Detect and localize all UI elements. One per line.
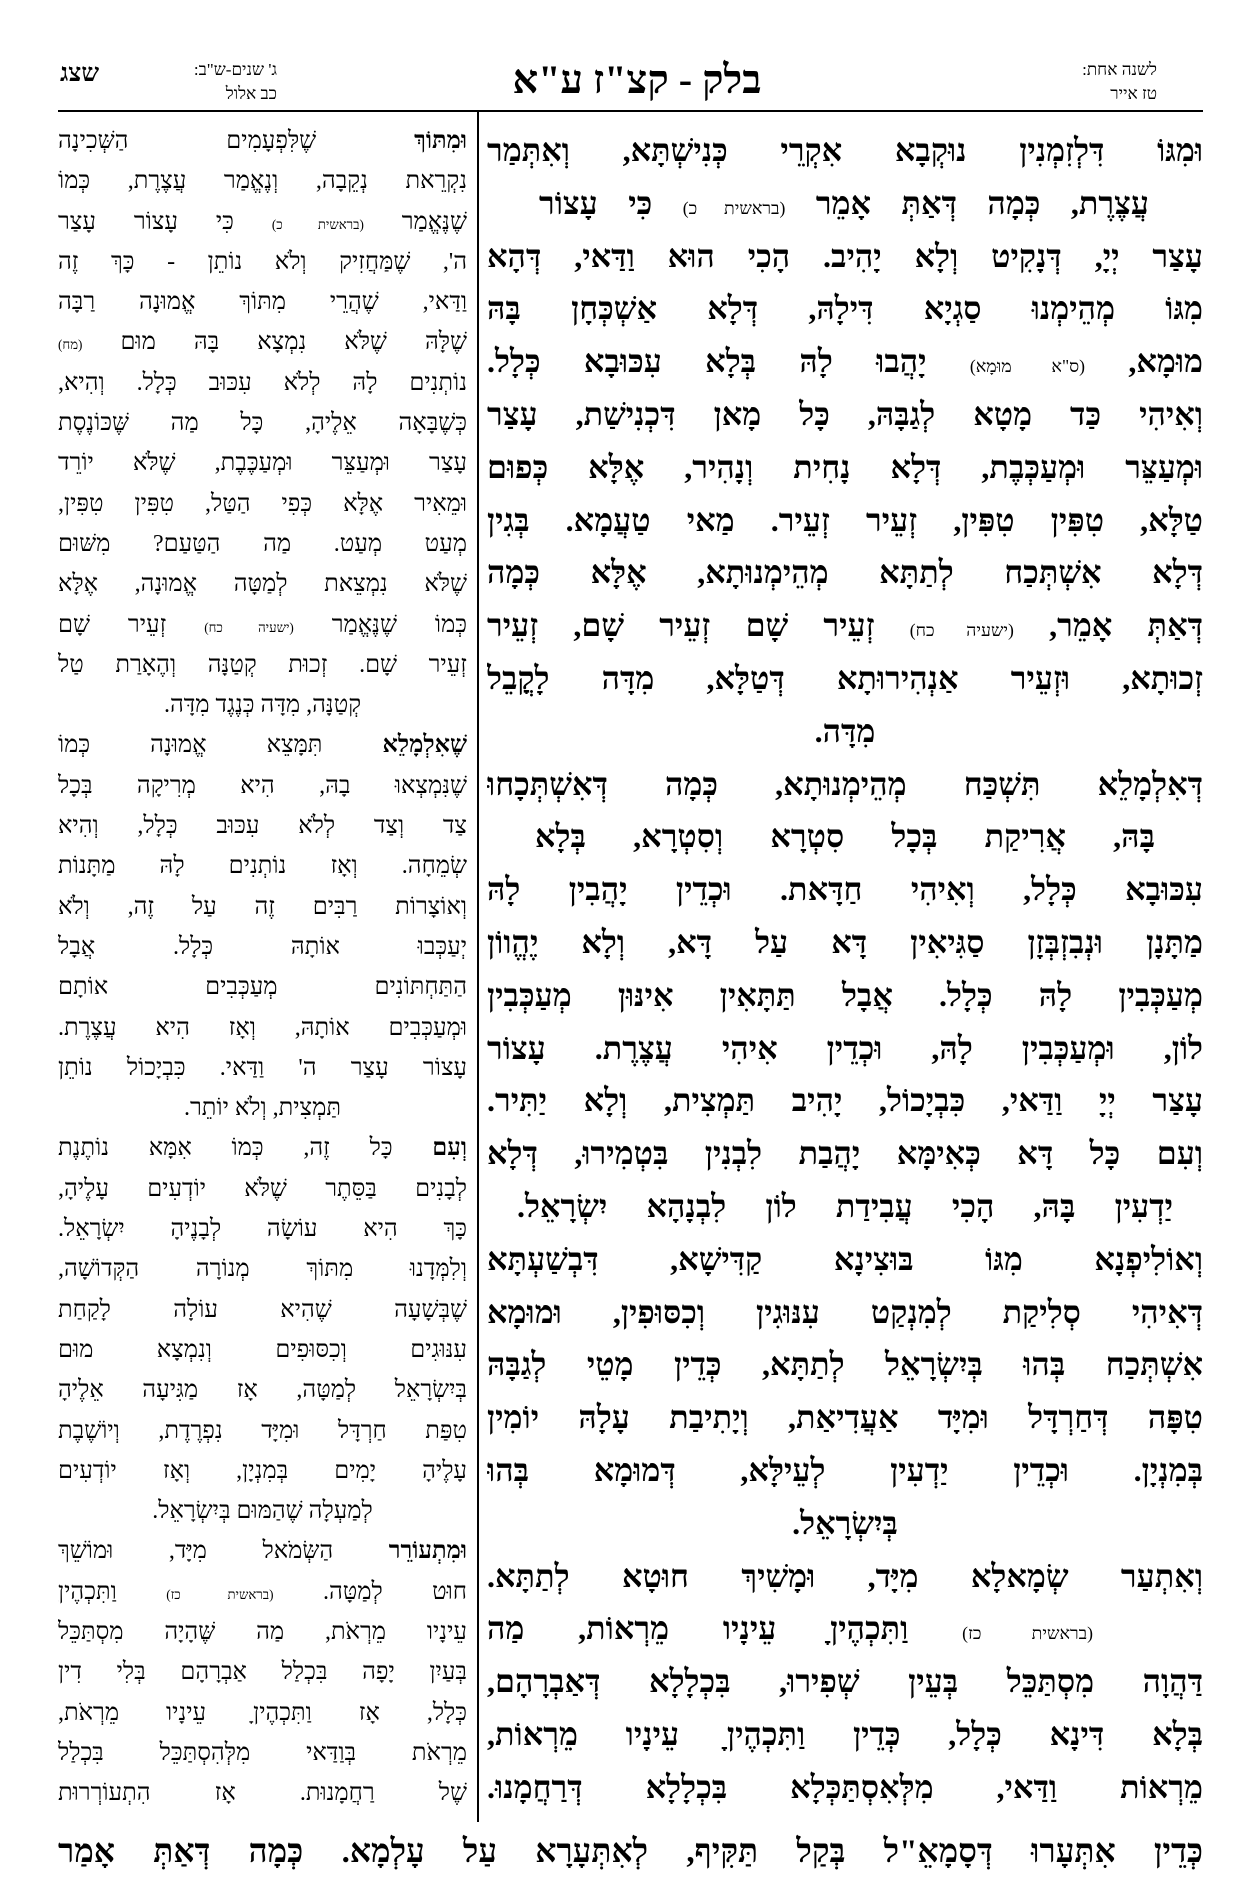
translation-line: ה', שֶׁמַּחֲזִיק וְלֹא נוֹתֵן - כָּךְ זֶה [58,248,467,275]
source-reference: (ס"א מוּמָא) [969,356,1085,377]
zohar-text-line: מוּמָא, (ס"א מוּמָא) יָהֲבוּ לָהּ בְּלָא עִכּוּבָא כְּלָל. [487,343,1203,380]
zohar-text-column [487,124,1203,1814]
translation-line: שֶׁאִלְמָלֵא תִּמָּצֵא אֱמוּנָה כְּמוֹ [58,732,467,759]
translation-line: כָּךְ הִיא עוֹשָׂה לְבָנֶיהָ יִשְׂרָאֵל. [58,1216,467,1243]
zohar-text-line: טַלָּא, טִפִּין טִפִּין, זְעֵיר זְעֵיר. מַאי טַעֲמָא. בְּגִין [487,501,1203,538]
zohar-text-line: מֵרְאוֹת וַדַּאי, מִלְּאִסְתַּכְּלָא בִּכְלָלָא דְּרַחֲמָנוּ. [487,1768,1203,1805]
translation-line: תַּמְצִית, וְלֹא יוֹתֵר. [184,1095,341,1122]
source-reference: (מח) [58,337,83,353]
translation-line: מֵרְאֹת בְּוַדַּאי מִלְּהִסְתַּכֵּל בִּכְלַל [58,1739,467,1766]
three-year-cycle-date: כב אלול [225,84,277,103]
translation-line: מְעַט מְעַט. מַה הַטַּעַם? מִשּׁוּם [58,530,467,557]
source-reference: (ישעיה כח) [909,620,1014,641]
translation-line: לְבָנִים בַּסֵּתֶר שֶׁלֹּא יוֹדְעִים עָלֶיהָ, [58,1175,467,1202]
zohar-text-line: טִפָּה דְּחַרְדָּל וּמִיָּד אַעֲדִיאַת, וְיָתִיבַת עָלָהּ יוֹמִין [487,1399,1203,1436]
zohar-text-line: בְּמִנְיָן. וּכְדֵין יַדְעִין לְעֵילָּא, דְּמוּמָא בְּהוּ [487,1451,1203,1488]
zohar-text-line: (בראשית כז) וַתִּכְהֶיןָ עֵינָיו מֵרְאוֹת, מַה [487,1610,1093,1647]
translation-line: עָצוֹר עָצַר ה' וַדַּאי. כִּבְיָכוֹל נוֹתֵן [58,1054,467,1081]
page-number: שצג [60,60,100,87]
zohar-text-line: מְעַכְּבִין לָהּ כְּלָל. אֲבָל תַּתָּאִין אִינּוּן מְעַכְּבִין [487,976,1203,1013]
translation-line: שְׂמֵחָה. וְאָז נוֹתְנִים לָהּ מַתָּנוֹת [58,853,467,880]
translation-line: צַד וְצַד לְלֹא עִכּוּב כְּלָל, וְהִיא [58,813,467,840]
translation-line: בְּעַיִן יָפָה בִּכְלַל אַבְרָהָם בְּלִי דִין [58,1659,467,1686]
translation-line: וַדַּאי, שֶׁהֲרֵי מִתּוֹךְ אֱמוּנָה רַבָּה [58,289,467,316]
page-title: בלק - קצ"ז ע"א [512,57,762,102]
translation-line: שֶׁלָּהּ שֶׁלֹּא נִמְצָא בָּהּ מוּם (מח) [58,329,467,356]
zohar-text-line: עֲצֶרֶת, כְּמָה דְּאַתְּ אָמֵר (בראשית כ) כִּי עָצוֹר [539,184,1149,221]
zohar-text-line: מִגּוֹ מְהֵימְנוּ סַגְיָא דִּילָהּ, דְּלָא אַשְׁכְּחָן בָּהּ [487,290,1203,327]
source-reference: (ישעיה כח) [204,619,294,635]
zohar-text-line: וְאִתְעַר שְׂמָאלָא מִיָּד, וּמָשִׁיךְ חוּטָא לְתַתָּא. [487,1557,1203,1594]
source-reference: (בראשית כ) [271,216,364,232]
header-rule [58,110,1203,112]
zohar-text-line: עִכּוּבָא כְּלָל, וְאִיהִי חַדָּאת. וּכְדֵין יָהֲבִין לָהּ [487,871,1203,908]
translation-line: עָלֶיהָ יָמִים בְּמִנְיָן, וְאָז יוֹדְעִים [58,1457,467,1484]
zohar-text-line: וְאִיהִי כַּד מָטָא לְגַבָּהּ, כָּל מָאן דִּכְנִישַׁת, עָצַר [487,395,1203,432]
column-divider [477,111,479,1822]
three-year-cycle-label: ג' שנים-ש"ב: [193,60,277,79]
translation-line: חוּט לְמַטָּה. (בראשית כז) וַתִּכְהֶיןָ [58,1578,467,1605]
source-reference: (בראשית כז) [962,1623,1093,1644]
zohar-text-line: דְּאַתְּ אָמֵר, (ישעיה כח) זְעֵיר שָׁם זְעֵיר שָׁם, זְעֵיר [487,607,1203,644]
translation-line: וְלִמְּדָנוּ מִתּוֹךְ מְנוֹרָה הַקְּדוֹשָׁה, [58,1256,467,1283]
translation-line: בְּיִשְׂרָאֵל לְמַטָּה, אָז מַגִּיעָה אֵלֶיהָ [58,1377,467,1404]
zohar-text-line: אִשְׁתְּכַח בְּהוּ בְּיִשְׂרָאֵל לְתַתָּא, כְּדֵין מָטֵי לְגַבָּהּ [487,1346,1203,1383]
zohar-text-line: זְכוּתָא, וּזְעֵיר אַנְהִירוּתָא דְּטַלָּא, מִדָּה לָקֳבֵל [487,659,1203,696]
source-reference: (בראשית כז) [166,1586,274,1602]
translation-line: שֶׁל רַחֲמָנוּת. אָז הִתְעוֹרְרוּת [58,1780,467,1807]
translation-line: וְעִם כָּל זֶה, כְּמוֹ אִמָּא נוֹתֶנֶת [58,1135,467,1162]
zohar-text-line: בָּהּ, אֲרִיקַת בְּכָל סִטְרָא וְסִטְרָא, בְּלָא [535,818,1155,855]
translation-line: עֵינָיו מֵרְאֹת, מַה שֶּׁהָיָה מִסְתַּכֵּל [58,1618,467,1645]
translation-line: קְטַנָּה, מִדָּה כְּנֶגֶד מִדָּה. [163,692,362,719]
one-year-cycle-date: טז אייר [1110,84,1157,103]
translation-line: זְעֵיר שָׁם. זְכוּת קְטַנָּה וְהֶאָרַת טַל [58,651,467,678]
zohar-text-line: יַדְעִין בָּהּ, הָכִי עֲבִידַת לוֹן לִבְנָהָא יִשְׂרָאֵל. [517,1187,1173,1224]
translation-line: טִפַּת חַרְדָּל וּמִיָּד נִפְרֶדֶת, וְיוֹשֶׁבֶת [58,1417,467,1444]
translation-line: וּמֵאִיר אֶלָּא כְּפִי הַטַּל, טִפִּין טִפִּין, [58,490,467,517]
translation-line: עָצַר וּמְעַצֵּר וּמְעַכֶּבֶת, שֶׁלֹּא יוֹרֵד [58,450,467,477]
translation-line: הַתַּחְתּוֹנִים מְעַכְּבִים אוֹתָם [58,974,467,1001]
translation-line: יְעַכְּבוּ אוֹתָהּ כְּלָל. אֲבָל [58,933,467,960]
translation-line: נוֹתְנִים לָהּ לְלֹא עִכּוּב כְּלָל. וְהִיא, [58,369,467,396]
translation-line: וּמִתּוֹךְ שֶׁלִּפְעָמִים הַשְּׁכִינָה [58,128,467,154]
translation-line: עִנּוּגִים וְכִסּוּפִים וְנִמְצָא מוּם [58,1336,467,1363]
continuation-line: כְּדֵין אִתְּעָרוּ דְּסָמָאֵ"ל בְּקַל תַּקִּיף, לְאִתְּעָרָא עַל עָלְמָא. כְּמָה דְּאַתְּ אָמַר [58,1834,1203,1870]
translation-line: שֶׁנִּמְצְאוּ בָהּ, הִיא מְרִיקָה בְּכָל [58,772,467,799]
translation-line: שֶׁלֹּא נִמְצֵאת לְמַטָּה אֱמוּנָה, אֶלָּא [58,571,467,598]
one-year-cycle-label: לשנה אחת: [1082,60,1157,79]
translation-line: כְּמוֹ שֶׁנֶּאֱמַר (ישעיה כח) זְעֵיר שָׁם [58,611,467,638]
zohar-text-line: עָצַר יְיָ, דְּנָקִיט וְלָא יָהִיב. הָכִי הוּא וַדַּאי, דְּהָא [487,237,1203,274]
translation-column [58,121,467,1813]
translation-line: לְמַעְלָה שֶׁהַמּוּם בְּיִשְׂרָאֵל. [152,1498,373,1525]
zohar-text-line: דְּלָא אִשְׁתְּכַח לְתַתָּא מְהֵימְנוּתָא, אֶלָּא כְּמָה [487,554,1203,591]
zohar-text-line: מִדָּה. [814,712,876,749]
zohar-text-line: דַּהֲוָה מִסְתַּכֵּל בְּעֵין שְׁפִירוּ, בִּכְלָלָא דְּאַבְרָהָם, [487,1663,1203,1700]
translation-line: וְאוֹצָרוֹת רַבִּים זֶה עַל זֶה, וְלֹא [58,893,467,920]
zohar-text-line: עָצַר יְיָ וַדַּאי, כִּבְיָכוֹל, יָהִיב תַּמְצִית, וְלָא יַתִּיר. [487,1082,1203,1119]
translation-line: וּמִתְעוֹרֵר הַשְּׂמֹאל מִיָּד, וּמוֹשֵׁךְ [58,1538,467,1565]
zohar-text-line: דְּאִיהִי סְלִיקַת לְמִנְקַט עִנּוּגִין וְכִסּוּפִין, וּמוּמָא [487,1293,1203,1330]
zohar-text-line: בְּלָא דִּינָא כְּלָל, כְּדֵין וַתִּכְהֶיןָ עֵינָיו מֵרְאוֹת, [487,1715,1203,1752]
translation-line: וּמְעַכְּבִים אוֹתָהּ, וְאָז הִיא עֲצֶרֶת. [58,1014,467,1041]
zohar-text-line: מַתָּנָן וּנְבִזְבְּזָן סַגִּיאִין דָּא עַל דָּא, וְלָא יֶהֱווֹן [487,923,1203,960]
translation-line: שֶׁנֶּאֱמַר (בראשית כ) כִּי עָצוֹר עָצַר [58,208,467,235]
translation-line: נִקְרֵאת נְקֵבָה, וְנֶאֱמַר עֲצֶרֶת, כְּמוֹ [58,168,467,195]
zohar-text-line: וּמִגּוֹ דִּלְזִמְנִין נוּקְבָא אִקְרֵי כְּנִישְׁתָּא, וְאִתְּמַר [487,132,1203,168]
zohar-text-line: לוֹן, וּמְעַכְּבִין לָהּ, וּכְדֵין אִיהִי עֲצֶרֶת. עָצוֹר [487,1029,1203,1066]
zohar-text-line: וְאוֹלִיפְנָא מִגּוֹ בּוּצִינָא קַדִּישָׁא, דִּבְשַׁעְתָּא [487,1240,1203,1277]
zohar-text-line: וְעִם כָּל דָּא כְּאִימָּא יָהֲבַת לִבְנִין בִּטְמִירוּ, דְּלָא [487,1135,1203,1172]
zohar-text-line: בְּיִשְׂרָאֵל. [792,1504,898,1541]
source-reference: (בראשית כ) [682,197,786,218]
translation-line: כְּלָל, אָז וַתִּכְהֶיןָ עֵינָיו מֵרְאֹת, [58,1699,467,1726]
translation-line: כְּשֶׁבָּאָה אֵלֶיהָ, כָּל מַה שֶּׁכּוֹנֶסֶת [58,410,467,437]
translation-line: שֶׁבְּשָׁעָה שֶׁהִיא עוֹלָה לָקַחַת [58,1296,467,1323]
zohar-text-line: דְּאִלְמָלֵא תִּשְׁכַּח מְהֵימְנוּתָא, כְּמָה דְּאִשְׁתְּכָחוּ [487,765,1203,802]
zohar-text-line: וּמְעַצֵּר וּמְעַכְּבֶת, דְּלָא נָחִית וְנָהִיר, אֶלָּא כְּפוּם [487,448,1203,485]
